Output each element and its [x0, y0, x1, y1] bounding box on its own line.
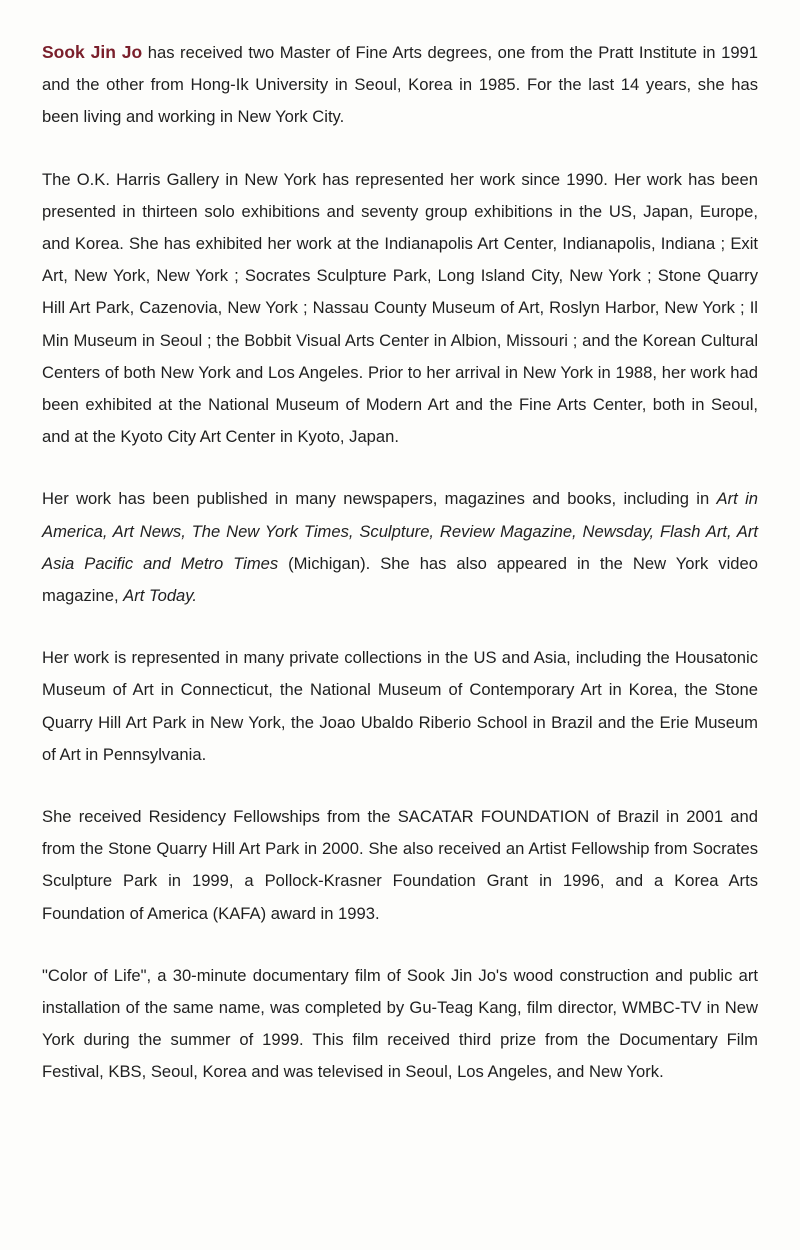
bio-paragraph-documentary: "Color of Life", a 30-minute documentary film of Sook Jin Jo's wood construction and public art installation of the same name, was completed by Gu-Teag Kang, film director, WMBC-TV in New York during the summer of 1999. This film received third prize from the Documentary Film Festival, KBS, Seoul, Korea and was televised in Seoul, Los Angeles, and New York.	[42, 965, 758, 1082]
bio-paragraph-publications	[42, 483, 758, 612]
artist-name: Sook Jin Jo	[42, 42, 143, 62]
education-text: has received two Master of Fine Arts degrees, one from the Pratt Institute in 1991 and the other from Hong-Ik University in Seoul, Korea in 1985. For the last 14 years, she has been living and working in New York City.	[42, 43, 759, 127]
publications-intro: Her work has been published in many newspapers, magazines and books, including in	[42, 489, 717, 509]
bio-paragraph-exhibitions: The O.K. Harris Gallery in New York has represented her work since 1990. Her work has been presented in thirteen solo exhibitions and seventy group exhibitions in the US, Japan, Europe, and Korea. She has exhibited her work at the Indianapolis Art Center, Indianapolis, Indiana ; Exit Art, New York, New York ; Socrates Sculpture Park, Long Island City, New York ; Stone Quarry Hill Art Park, Cazenovia, New York ; Nassau County Museum of Art, Roslyn Harbor, New York ; Il Min Museum in Seoul ; the Bobbit Visual Arts Center in Albion, Missouri ; and the Korean Cultural Centers of both New York and Los Angeles. Prior to her arrival in New York in 1988, her work had been exhibited at the National Museum of Modern Art and the Fine Arts Center, both in Seoul, and at the Kyoto City Art Center in Kyoto, Japan.	[42, 169, 758, 447]
bio-paragraph-education	[42, 36, 758, 134]
video-magazine-title: Art Today.	[123, 586, 197, 606]
publications-list: Art in America, Art News, The New York Times, Sculpture, Review Magazine, Newsday, Flash Art, Art Asia Pacific and Metro Times	[42, 489, 758, 573]
bio-paragraph-fellowships: She received Residency Fellowships from the SACATAR FOUNDATION of Brazil in 2001 and from the Stone Quarry Hill Art Park in 2000. She also received an Artist Fellowship from Socrates Sculpture Park in 1999, a Pollock-Krasner Foundation Grant in 1996, and a Korea Arts Foundation of America (KAFA) award in 1993.	[42, 807, 758, 923]
bio-paragraph-collections: Her work is represented in many private collections in the US and Asia, including the Housatonic Museum of Art in Connecticut, the National Museum of Contemporary Art in Korea, the Stone Quarry Hill Art Park in New York, the Joao Ubaldo Riberio School in Brazil and the Erie Museum of Art in Pennsylvania.	[42, 648, 758, 764]
publications-mid: (Michigan). She has also appeared in the New York video magazine,	[42, 553, 758, 606]
